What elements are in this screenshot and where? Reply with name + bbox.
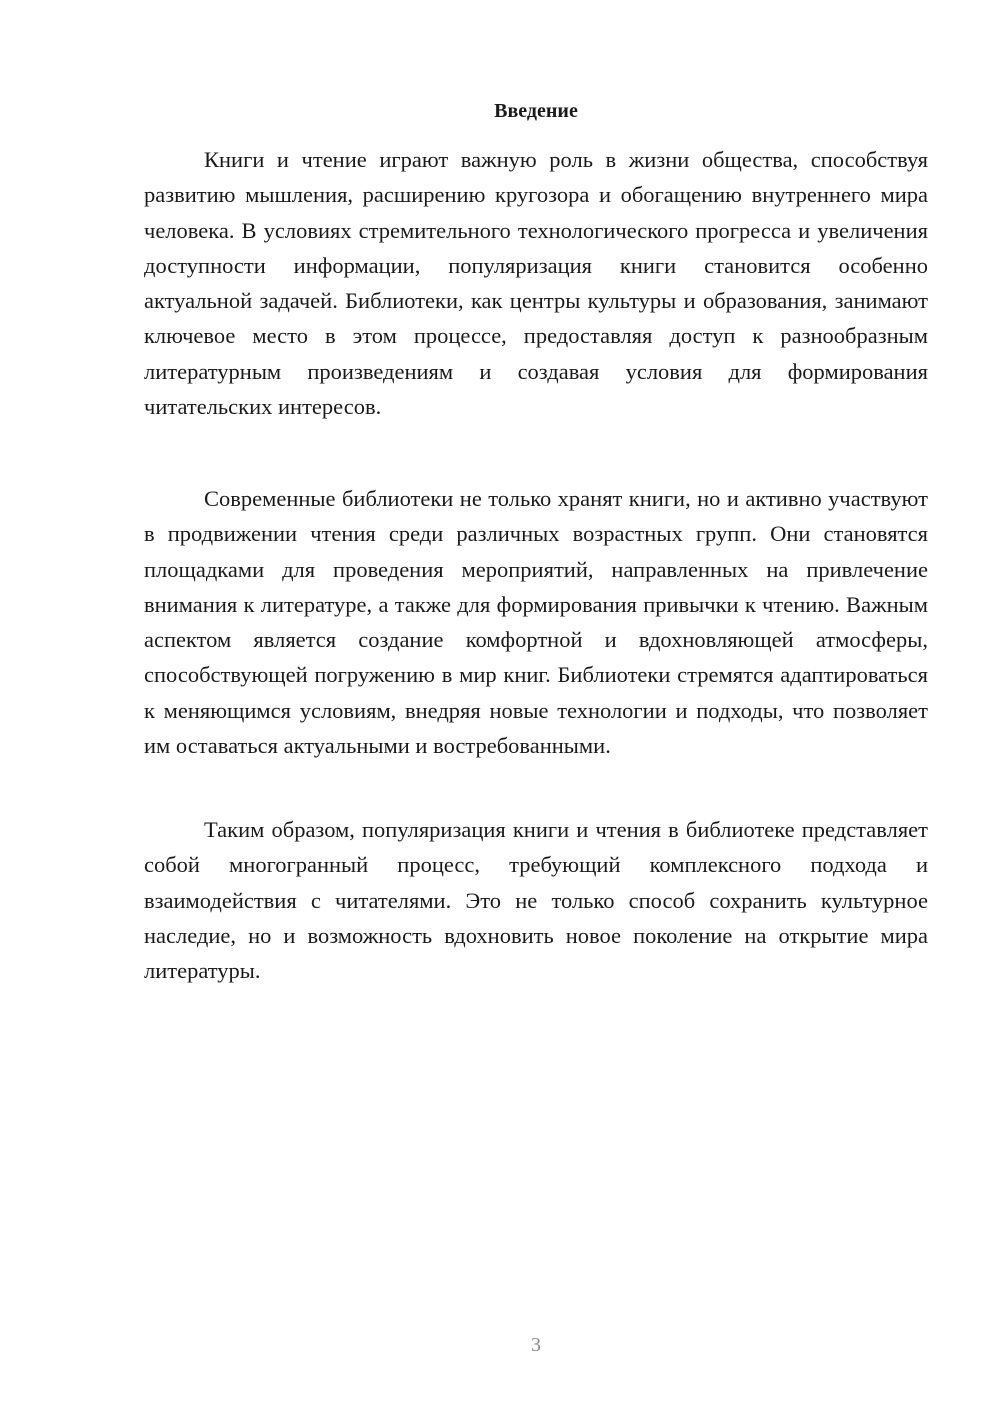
section-title: Введение bbox=[494, 100, 578, 122]
paragraph-block-2 bbox=[144, 481, 928, 763]
page-number: 3 bbox=[531, 1334, 541, 1356]
paragraph: Книги и чтение играют важную роль в жизни общества, способствуя развитию мышления, расширению кругозора и обогащению внутреннего мира человека. В условиях стремительного технологического прогресса и увеличения доступности информации, популяризация книги становится особенно актуальной задачей. Библиотеки, как центры культуры и образования, занимают ключевое место в этом процессе, предоставляя доступ к разнообразным литературным произведениям и создавая условия для формирования читательских интересов. bbox=[144, 147, 928, 420]
paragraph-block-1 bbox=[144, 142, 928, 424]
paragraph-block-3 bbox=[144, 812, 928, 988]
paragraph: Таким образом, популяризация книги и чтения в библиотеке представляет собой многогранный процесс, требующий комплексного подхода и взаимодействия с читателями. Это не только способ сохранить культурное наследие, но и возможность вдохновить новое поколение на открытие мира литературы. bbox=[144, 817, 928, 984]
paragraph: Современные библиотеки не только хранят книги, но и активно участвуют в продвижении чтения среди различных возрастных групп. Они становятся площадками для проведения мероприятий, направленных на привлечение внимания к литературе, а также для формирования привычки к чтению. Важным аспектом является создание комфортной и вдохновляющей атмосферы, способствующей погружению в мир книг. Библиотеки стремятся адаптироваться к меняющимся условиям, внедряя новые технологии и подходы, что позволяет им оставаться актуальными и востребованными. bbox=[144, 486, 928, 759]
